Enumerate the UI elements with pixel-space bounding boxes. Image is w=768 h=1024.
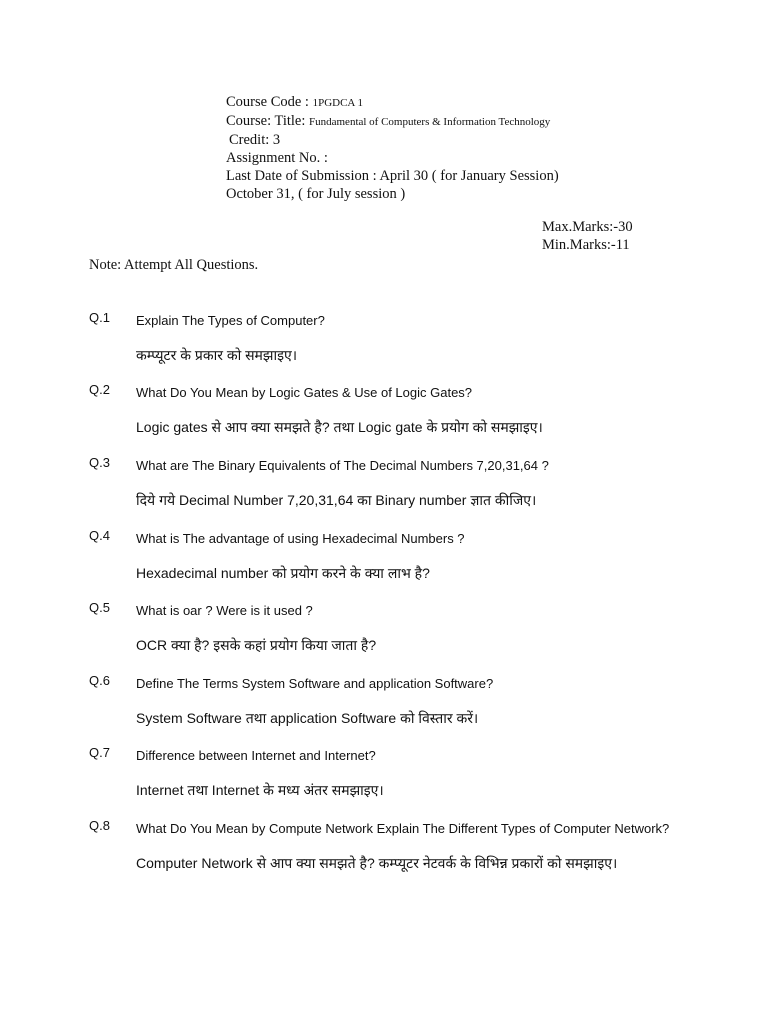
credit-line: Credit: 3 — [229, 132, 281, 148]
question-english: What Do You Mean by Compute Network Explain The Different Types of Computer Network? — [136, 821, 670, 836]
question-english: What Do You Mean by Logic Gates & Use of Logic Gates? — [136, 385, 473, 400]
question-item — [89, 745, 689, 818]
question-item — [89, 818, 689, 928]
course-header — [226, 93, 559, 203]
question-number: Q.1 — [89, 310, 110, 325]
question-english: What are The Binary Equivalents of The Decimal Numbers 7,20,31,64 ? — [136, 458, 549, 473]
question-hindi: कम्प्यूटर के प्रकार को समझाइए। — [136, 347, 298, 363]
last-date-line: Last Date of Submission : April 30 ( for January Session) — [226, 168, 559, 184]
question-number: Q.3 — [89, 455, 110, 470]
question-hindi: Logic gates से आप क्या समझते है? तथा Logic gate के प्रयोग को समझाइए। — [136, 419, 543, 435]
question-item — [89, 528, 689, 600]
course-title-line — [226, 112, 559, 131]
question-english: Explain The Types of Computer? — [136, 313, 325, 328]
question-english: Define The Terms System Software and application Software? — [136, 676, 494, 691]
question-english: Difference between Internet and Internet? — [136, 748, 376, 763]
course-code-label: Course Code : — [226, 94, 313, 110]
question-hindi: दिये गये Decimal Number 7,20,31,64 का Binary number ज्ञात कीजिए। — [136, 492, 537, 508]
course-title-label: Course: Title: — [226, 113, 309, 129]
question-item — [89, 310, 689, 382]
instructions-note: Note: Attempt All Questions. — [89, 257, 259, 273]
question-english: What is oar ? Were is it used ? — [136, 603, 313, 618]
min-marks: Min.Marks:-11 — [542, 237, 630, 253]
marks-block — [542, 218, 633, 254]
question-number: Q.5 — [89, 600, 110, 615]
question-list — [89, 310, 689, 928]
question-number: Q.8 — [89, 818, 110, 833]
question-item — [89, 382, 689, 455]
question-item — [89, 455, 689, 528]
question-hindi: Computer Network से आप क्या समझते है? कम्प्यूटर नेटवर्क के विभिन्न प्रकारों को समझाइए। — [136, 855, 618, 871]
course-title-value: Fundamental of Computers & Information Technology — [309, 116, 551, 128]
assignment-no-line: Assignment No. : — [226, 150, 328, 166]
question-english: What is The advantage of using Hexadecimal Numbers ? — [136, 531, 465, 546]
question-number: Q.4 — [89, 528, 110, 543]
course-code-value: 1PGDCA 1 — [312, 97, 364, 109]
question-hindi: OCR क्या है? इसके कहां प्रयोग किया जाता है? — [136, 637, 377, 653]
max-marks: Max.Marks:-30 — [542, 219, 633, 235]
question-item — [89, 673, 689, 745]
question-hindi: Hexadecimal number को प्रयोग करने के क्या लाभ है? — [136, 565, 430, 581]
question-hindi: Internet तथा Internet के मध्य अंतर समझाइए। — [136, 782, 384, 798]
question-hindi: System Software तथा application Software को विस्तार करें। — [136, 710, 479, 726]
course-code-line — [226, 93, 559, 112]
last-date-line-2: October 31, ( for July session ) — [226, 186, 406, 202]
question-number: Q.2 — [89, 382, 110, 397]
question-number: Q.7 — [89, 745, 110, 760]
question-item — [89, 600, 689, 673]
question-number: Q.6 — [89, 673, 110, 688]
